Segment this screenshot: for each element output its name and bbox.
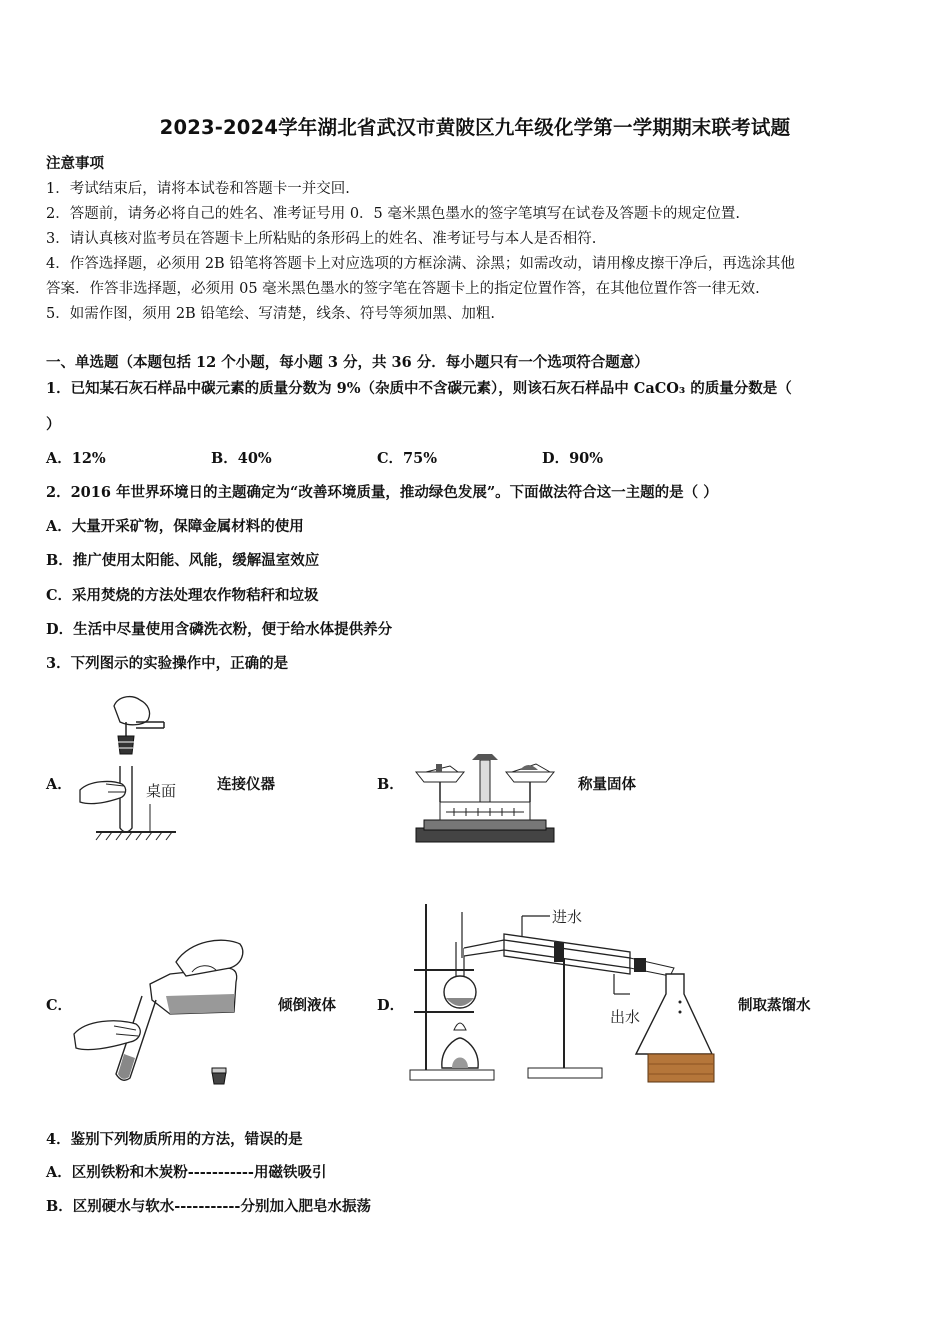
question-3-option-b-caption: 称量固体 xyxy=(578,776,636,793)
question-2-option-c: C．采用焚烧的方法处理农作物秸秆和垃圾 xyxy=(46,587,319,604)
figure-distillation xyxy=(404,898,724,1090)
question-2-stem: 2．2016 年世界环境日的主题确定为“改善环境质量，推动绿色发展”。下面做法符合这一主题的是（ ） xyxy=(46,484,718,501)
section-heading: 一、单选题（本题包括 12 个小题，每小题 3 分，共 36 分．每小题只有一个选项符合题意） xyxy=(46,354,649,371)
question-3-option-d-caption: 制取蒸馏水 xyxy=(738,997,811,1014)
question-2-option-b: B．推广使用太阳能、风能，缓解温室效应 xyxy=(46,552,320,569)
question-1-stem: 1．已知某石灰石样品中碳元素的质量分数为 9%（杂质中不含碳元素），则该石灰石样品中 CaCO₃ 的质量分数是（ xyxy=(46,380,792,397)
question-4-option-b: B．区别硬水与软水-----------分别加入肥皂水振荡 xyxy=(46,1198,371,1215)
question-3-option-b-letter: B． xyxy=(377,776,404,793)
question-3-option-a-caption: 连接仪器 xyxy=(217,776,275,793)
question-3-option-c-caption: 倾倒液体 xyxy=(278,997,336,1014)
question-3-option-c-letter: C． xyxy=(46,997,73,1014)
question-1-option-a: A．12% xyxy=(46,450,106,467)
question-4-stem: 4．鉴别下列物质所用的方法，错误的是 xyxy=(46,1131,303,1148)
question-2-option-d: D．生活中尽量使用含磷洗衣粉，便于给水体提供养分 xyxy=(46,621,393,638)
notice-item: 3．请认真核对监考员在答题卡上所粘贴的条形码上的姓名、准考证号与本人是否相符. xyxy=(46,231,597,247)
figure-balance xyxy=(410,752,560,852)
question-3-stem: 3．下列图示的实验操作中，正确的是 xyxy=(46,655,289,672)
notice-item: 4．作答选择题，必须用 2B 铅笔将答题卡上对应选项的方框涂满、涂黑；如需改动，请用橡皮擦干净后，再选涂其他 xyxy=(46,256,795,272)
notice-item: 5．如需作图，须用 2B 铅笔绘、写清楚，线条、符号等须加黑、加粗. xyxy=(46,306,495,322)
notice-item: 2．答题前，请务必将自己的姓名、准考证号用 0．5 毫米黑色墨水的签字笔填写在试卷及答题卡的规定位置. xyxy=(46,206,740,222)
figure-connect-apparatus xyxy=(66,692,186,844)
notice-heading: 注意事项 xyxy=(46,155,104,172)
question-1-stem-end: ） xyxy=(46,416,61,433)
question-2-option-a: A．大量开采矿物，保障金属材料的使用 xyxy=(46,518,304,535)
notice-item: 答案．作答非选择题，必须用 05 毫米黑色墨水的签字笔在答题卡上的指定位置作答，在其他位置作答一律无效. xyxy=(46,281,760,297)
figure-label-desk: 桌面 xyxy=(146,782,177,800)
figure-pour-liquid xyxy=(66,934,246,1090)
figure-label-water-in: 进水 xyxy=(552,908,583,926)
figure-label-water-out: 出水 xyxy=(610,1008,641,1026)
question-1-option-d: D．90% xyxy=(542,450,604,467)
question-3-option-a-letter: A． xyxy=(46,776,72,793)
question-3-option-d-letter: D． xyxy=(377,997,405,1014)
notice-item: 1．考试结束后，请将本试卷和答题卡一并交回. xyxy=(46,181,350,197)
question-1-option-b: B．40% xyxy=(211,450,272,467)
question-1-option-c: C．75% xyxy=(377,450,437,467)
question-4-option-a: A．区别铁粉和木炭粉-----------用磁铁吸引 xyxy=(46,1164,327,1181)
page-title: 2023-2024学年湖北省武汉市黄陂区九年级化学第一学期期末联考试题 xyxy=(159,116,791,139)
